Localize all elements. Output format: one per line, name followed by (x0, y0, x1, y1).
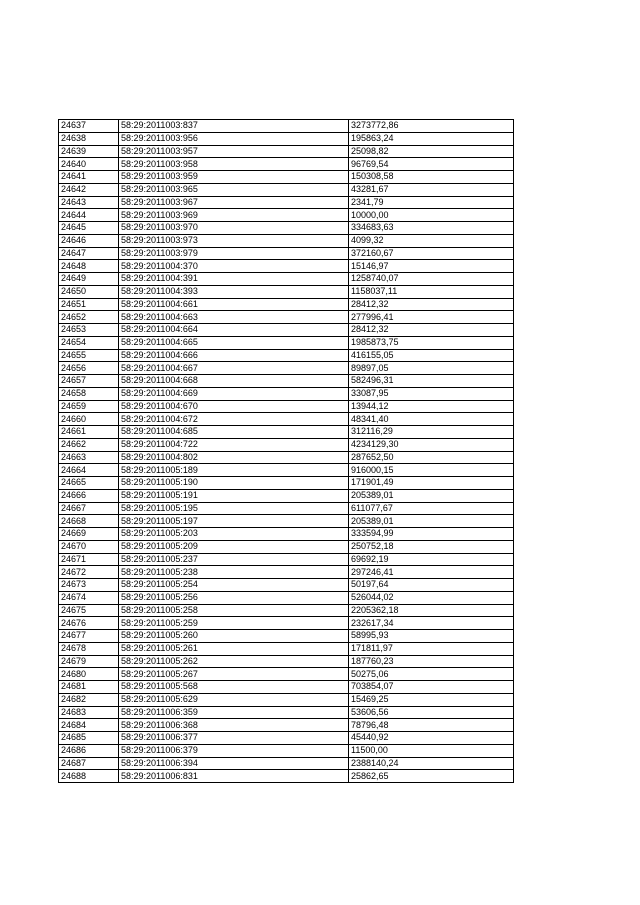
cadastral-number-cell: 58:29:2011003:965 (119, 183, 349, 196)
row-number-cell: 24668 (59, 515, 119, 528)
row-number-cell: 24660 (59, 413, 119, 426)
row-number-cell: 24688 (59, 770, 119, 783)
amount-cell: 3273772,86 (349, 120, 514, 133)
table-row (59, 196, 514, 209)
cadastral-number-cell: 58:29:2011003:973 (119, 234, 349, 247)
table-row (59, 732, 514, 745)
amount-cell: 53606,56 (349, 706, 514, 719)
amount-cell: 250752,18 (349, 540, 514, 553)
amount-cell: 48341,40 (349, 413, 514, 426)
cadastral-number-cell: 58:29:2011006:359 (119, 706, 349, 719)
amount-cell: 2388140,24 (349, 757, 514, 770)
cadastral-number-cell: 58:29:2011004:722 (119, 438, 349, 451)
table-row (59, 273, 514, 286)
cadastral-number-cell: 58:29:2011003:958 (119, 158, 349, 171)
table-row (59, 566, 514, 579)
row-number-cell: 24672 (59, 566, 119, 579)
row-number-cell: 24638 (59, 132, 119, 145)
amount-cell: 526044,02 (349, 591, 514, 604)
amount-cell: 69692,19 (349, 553, 514, 566)
row-number-cell: 24640 (59, 158, 119, 171)
table-row (59, 324, 514, 337)
table-row (59, 426, 514, 439)
row-number-cell: 24670 (59, 540, 119, 553)
amount-cell: 50197,64 (349, 579, 514, 592)
table-row (59, 681, 514, 694)
table-row (59, 311, 514, 324)
row-number-cell: 24685 (59, 732, 119, 745)
cadastral-number-cell: 58:29:2011005:238 (119, 566, 349, 579)
cadastral-number-cell: 58:29:2011003:967 (119, 196, 349, 209)
table-row (59, 528, 514, 541)
amount-cell: 372160,67 (349, 247, 514, 260)
table-row (59, 247, 514, 260)
amount-cell: 312116,29 (349, 426, 514, 439)
cadastral-number-cell: 58:29:2011005:256 (119, 591, 349, 604)
row-number-cell: 24682 (59, 693, 119, 706)
row-number-cell: 24686 (59, 744, 119, 757)
cadastral-number-cell: 58:29:2011005:259 (119, 617, 349, 630)
amount-cell: 25862,65 (349, 770, 514, 783)
row-number-cell: 24653 (59, 324, 119, 337)
table-row (59, 604, 514, 617)
amount-cell: 43281,67 (349, 183, 514, 196)
row-number-cell: 24678 (59, 642, 119, 655)
amount-cell: 287652,50 (349, 451, 514, 464)
amount-cell: 205389,01 (349, 515, 514, 528)
row-number-cell: 24667 (59, 502, 119, 515)
cadastral-number-cell: 58:29:2011006:368 (119, 719, 349, 732)
row-number-cell: 24673 (59, 579, 119, 592)
cadastral-number-cell: 58:29:2011004:370 (119, 260, 349, 273)
cadastral-number-cell: 58:29:2011003:956 (119, 132, 349, 145)
cadastral-number-cell: 58:29:2011005:195 (119, 502, 349, 515)
amount-cell: 25098,82 (349, 145, 514, 158)
amount-cell: 171811,97 (349, 642, 514, 655)
table-row (59, 234, 514, 247)
table-row (59, 285, 514, 298)
cadastral-number-cell: 58:29:2011004:669 (119, 387, 349, 400)
row-number-cell: 24652 (59, 311, 119, 324)
row-number-cell: 24684 (59, 719, 119, 732)
table-row (59, 158, 514, 171)
table-row (59, 617, 514, 630)
amount-cell: 611077,67 (349, 502, 514, 515)
amount-cell: 15469,25 (349, 693, 514, 706)
row-number-cell: 24671 (59, 553, 119, 566)
amount-cell: 10000,00 (349, 209, 514, 222)
amount-cell: 33087,95 (349, 387, 514, 400)
amount-cell: 297246,41 (349, 566, 514, 579)
table-row (59, 489, 514, 502)
row-number-cell: 24645 (59, 222, 119, 235)
table-row (59, 145, 514, 158)
row-number-cell: 24647 (59, 247, 119, 260)
amount-cell: 45440,92 (349, 732, 514, 745)
table-row (59, 132, 514, 145)
amount-cell: 416155,05 (349, 349, 514, 362)
amount-cell: 13944,12 (349, 400, 514, 413)
table-row (59, 349, 514, 362)
row-number-cell: 24674 (59, 591, 119, 604)
amount-cell: 205389,01 (349, 489, 514, 502)
cadastral-number-cell: 58:29:2011006:394 (119, 757, 349, 770)
amount-cell: 4234129,30 (349, 438, 514, 451)
table-row (59, 362, 514, 375)
row-number-cell: 24663 (59, 451, 119, 464)
cadastral-number-cell: 58:29:2011003:969 (119, 209, 349, 222)
cadastral-number-cell: 58:29:2011005:203 (119, 528, 349, 541)
cadastral-number-cell: 58:29:2011005:189 (119, 464, 349, 477)
cadastral-number-cell: 58:29:2011004:668 (119, 375, 349, 388)
cadastral-number-cell: 58:29:2011005:209 (119, 540, 349, 553)
amount-cell: 333594,99 (349, 528, 514, 541)
row-number-cell: 24658 (59, 387, 119, 400)
row-number-cell: 24675 (59, 604, 119, 617)
amount-cell: 58995,93 (349, 630, 514, 643)
row-number-cell: 24648 (59, 260, 119, 273)
row-number-cell: 24669 (59, 528, 119, 541)
cadastral-number-cell: 58:29:2011005:260 (119, 630, 349, 643)
row-number-cell: 24656 (59, 362, 119, 375)
table-row (59, 693, 514, 706)
row-number-cell: 24665 (59, 477, 119, 490)
row-number-cell: 24650 (59, 285, 119, 298)
table-row (59, 579, 514, 592)
row-number-cell: 24677 (59, 630, 119, 643)
cadastral-number-cell: 58:29:2011005:261 (119, 642, 349, 655)
amount-cell: 78796,48 (349, 719, 514, 732)
table-row (59, 630, 514, 643)
amount-cell: 96769,54 (349, 158, 514, 171)
row-number-cell: 24683 (59, 706, 119, 719)
row-number-cell: 24676 (59, 617, 119, 630)
row-number-cell: 24687 (59, 757, 119, 770)
cadastral-number-cell: 58:29:2011003:837 (119, 120, 349, 133)
cadastral-number-cell: 58:29:2011006:379 (119, 744, 349, 757)
row-number-cell: 24642 (59, 183, 119, 196)
cadastral-number-cell: 58:29:2011004:663 (119, 311, 349, 324)
table-row (59, 757, 514, 770)
cadastral-number-cell: 58:29:2011004:393 (119, 285, 349, 298)
table-row (59, 451, 514, 464)
amount-cell: 28412,32 (349, 298, 514, 311)
table-row (59, 706, 514, 719)
amount-cell: 1158037,11 (349, 285, 514, 298)
data-table (58, 119, 514, 783)
table-row (59, 400, 514, 413)
amount-cell: 150308,58 (349, 171, 514, 184)
row-number-cell: 24681 (59, 681, 119, 694)
table-row (59, 209, 514, 222)
table-row (59, 770, 514, 783)
table-row (59, 120, 514, 133)
table-row (59, 642, 514, 655)
cadastral-number-cell: 58:29:2011004:667 (119, 362, 349, 375)
cadastral-number-cell: 58:29:2011006:377 (119, 732, 349, 745)
cadastral-number-cell: 58:29:2011004:666 (119, 349, 349, 362)
amount-cell: 703854,07 (349, 681, 514, 694)
table-row (59, 387, 514, 400)
table-row (59, 502, 514, 515)
cadastral-number-cell: 58:29:2011005:267 (119, 668, 349, 681)
row-number-cell: 24679 (59, 655, 119, 668)
cadastral-number-cell: 58:29:2011005:254 (119, 579, 349, 592)
table-row (59, 222, 514, 235)
table-row (59, 591, 514, 604)
cadastral-number-cell: 58:29:2011004:685 (119, 426, 349, 439)
table-row (59, 298, 514, 311)
table-row (59, 540, 514, 553)
cadastral-number-cell: 58:29:2011005:262 (119, 655, 349, 668)
table-body (59, 120, 514, 783)
cadastral-number-cell: 58:29:2011003:970 (119, 222, 349, 235)
cadastral-number-cell: 58:29:2011005:568 (119, 681, 349, 694)
cadastral-number-cell: 58:29:2011004:661 (119, 298, 349, 311)
cadastral-number-cell: 58:29:2011004:802 (119, 451, 349, 464)
table-row (59, 655, 514, 668)
cadastral-number-cell: 58:29:2011005:197 (119, 515, 349, 528)
table-row (59, 744, 514, 757)
row-number-cell: 24643 (59, 196, 119, 209)
table-row (59, 668, 514, 681)
row-number-cell: 24644 (59, 209, 119, 222)
amount-cell: 2205362,18 (349, 604, 514, 617)
table-row (59, 336, 514, 349)
row-number-cell: 24651 (59, 298, 119, 311)
cadastral-number-cell: 58:29:2011006:831 (119, 770, 349, 783)
row-number-cell: 24655 (59, 349, 119, 362)
amount-cell: 89897,05 (349, 362, 514, 375)
amount-cell: 11500,00 (349, 744, 514, 757)
row-number-cell: 24661 (59, 426, 119, 439)
row-number-cell: 24649 (59, 273, 119, 286)
amount-cell: 2341,79 (349, 196, 514, 209)
amount-cell: 582496,31 (349, 375, 514, 388)
table-row (59, 553, 514, 566)
row-number-cell: 24657 (59, 375, 119, 388)
amount-cell: 195863,24 (349, 132, 514, 145)
table-row (59, 515, 514, 528)
table-row (59, 477, 514, 490)
row-number-cell: 24639 (59, 145, 119, 158)
table-row (59, 171, 514, 184)
row-number-cell: 24664 (59, 464, 119, 477)
row-number-cell: 24662 (59, 438, 119, 451)
cadastral-number-cell: 58:29:2011005:258 (119, 604, 349, 617)
cadastral-number-cell: 58:29:2011005:190 (119, 477, 349, 490)
amount-cell: 15146,97 (349, 260, 514, 273)
cadastral-number-cell: 58:29:2011004:664 (119, 324, 349, 337)
cadastral-number-cell: 58:29:2011004:391 (119, 273, 349, 286)
amount-cell: 187760,23 (349, 655, 514, 668)
row-number-cell: 24659 (59, 400, 119, 413)
table-row (59, 183, 514, 196)
amount-cell: 916000,15 (349, 464, 514, 477)
cadastral-number-cell: 58:29:2011005:629 (119, 693, 349, 706)
amount-cell: 28412,32 (349, 324, 514, 337)
cadastral-number-cell: 58:29:2011004:672 (119, 413, 349, 426)
amount-cell: 1985873,75 (349, 336, 514, 349)
table-row (59, 375, 514, 388)
amount-cell: 277996,41 (349, 311, 514, 324)
cadastral-number-cell: 58:29:2011003:979 (119, 247, 349, 260)
cadastral-number-cell: 58:29:2011003:957 (119, 145, 349, 158)
row-number-cell: 24646 (59, 234, 119, 247)
row-number-cell: 24680 (59, 668, 119, 681)
amount-cell: 171901,49 (349, 477, 514, 490)
cadastral-number-cell: 58:29:2011005:237 (119, 553, 349, 566)
amount-cell: 4099,32 (349, 234, 514, 247)
row-number-cell: 24637 (59, 120, 119, 133)
table-row (59, 260, 514, 273)
amount-cell: 334683,63 (349, 222, 514, 235)
row-number-cell: 24654 (59, 336, 119, 349)
cadastral-number-cell: 58:29:2011005:191 (119, 489, 349, 502)
table-row (59, 719, 514, 732)
table-row (59, 413, 514, 426)
amount-cell: 50275,06 (349, 668, 514, 681)
table-row (59, 438, 514, 451)
cadastral-number-cell: 58:29:2011004:670 (119, 400, 349, 413)
table-row (59, 464, 514, 477)
amount-cell: 232617,34 (349, 617, 514, 630)
row-number-cell: 24666 (59, 489, 119, 502)
cadastral-number-cell: 58:29:2011003:959 (119, 171, 349, 184)
cadastral-number-cell: 58:29:2011004:665 (119, 336, 349, 349)
amount-cell: 1258740,07 (349, 273, 514, 286)
row-number-cell: 24641 (59, 171, 119, 184)
